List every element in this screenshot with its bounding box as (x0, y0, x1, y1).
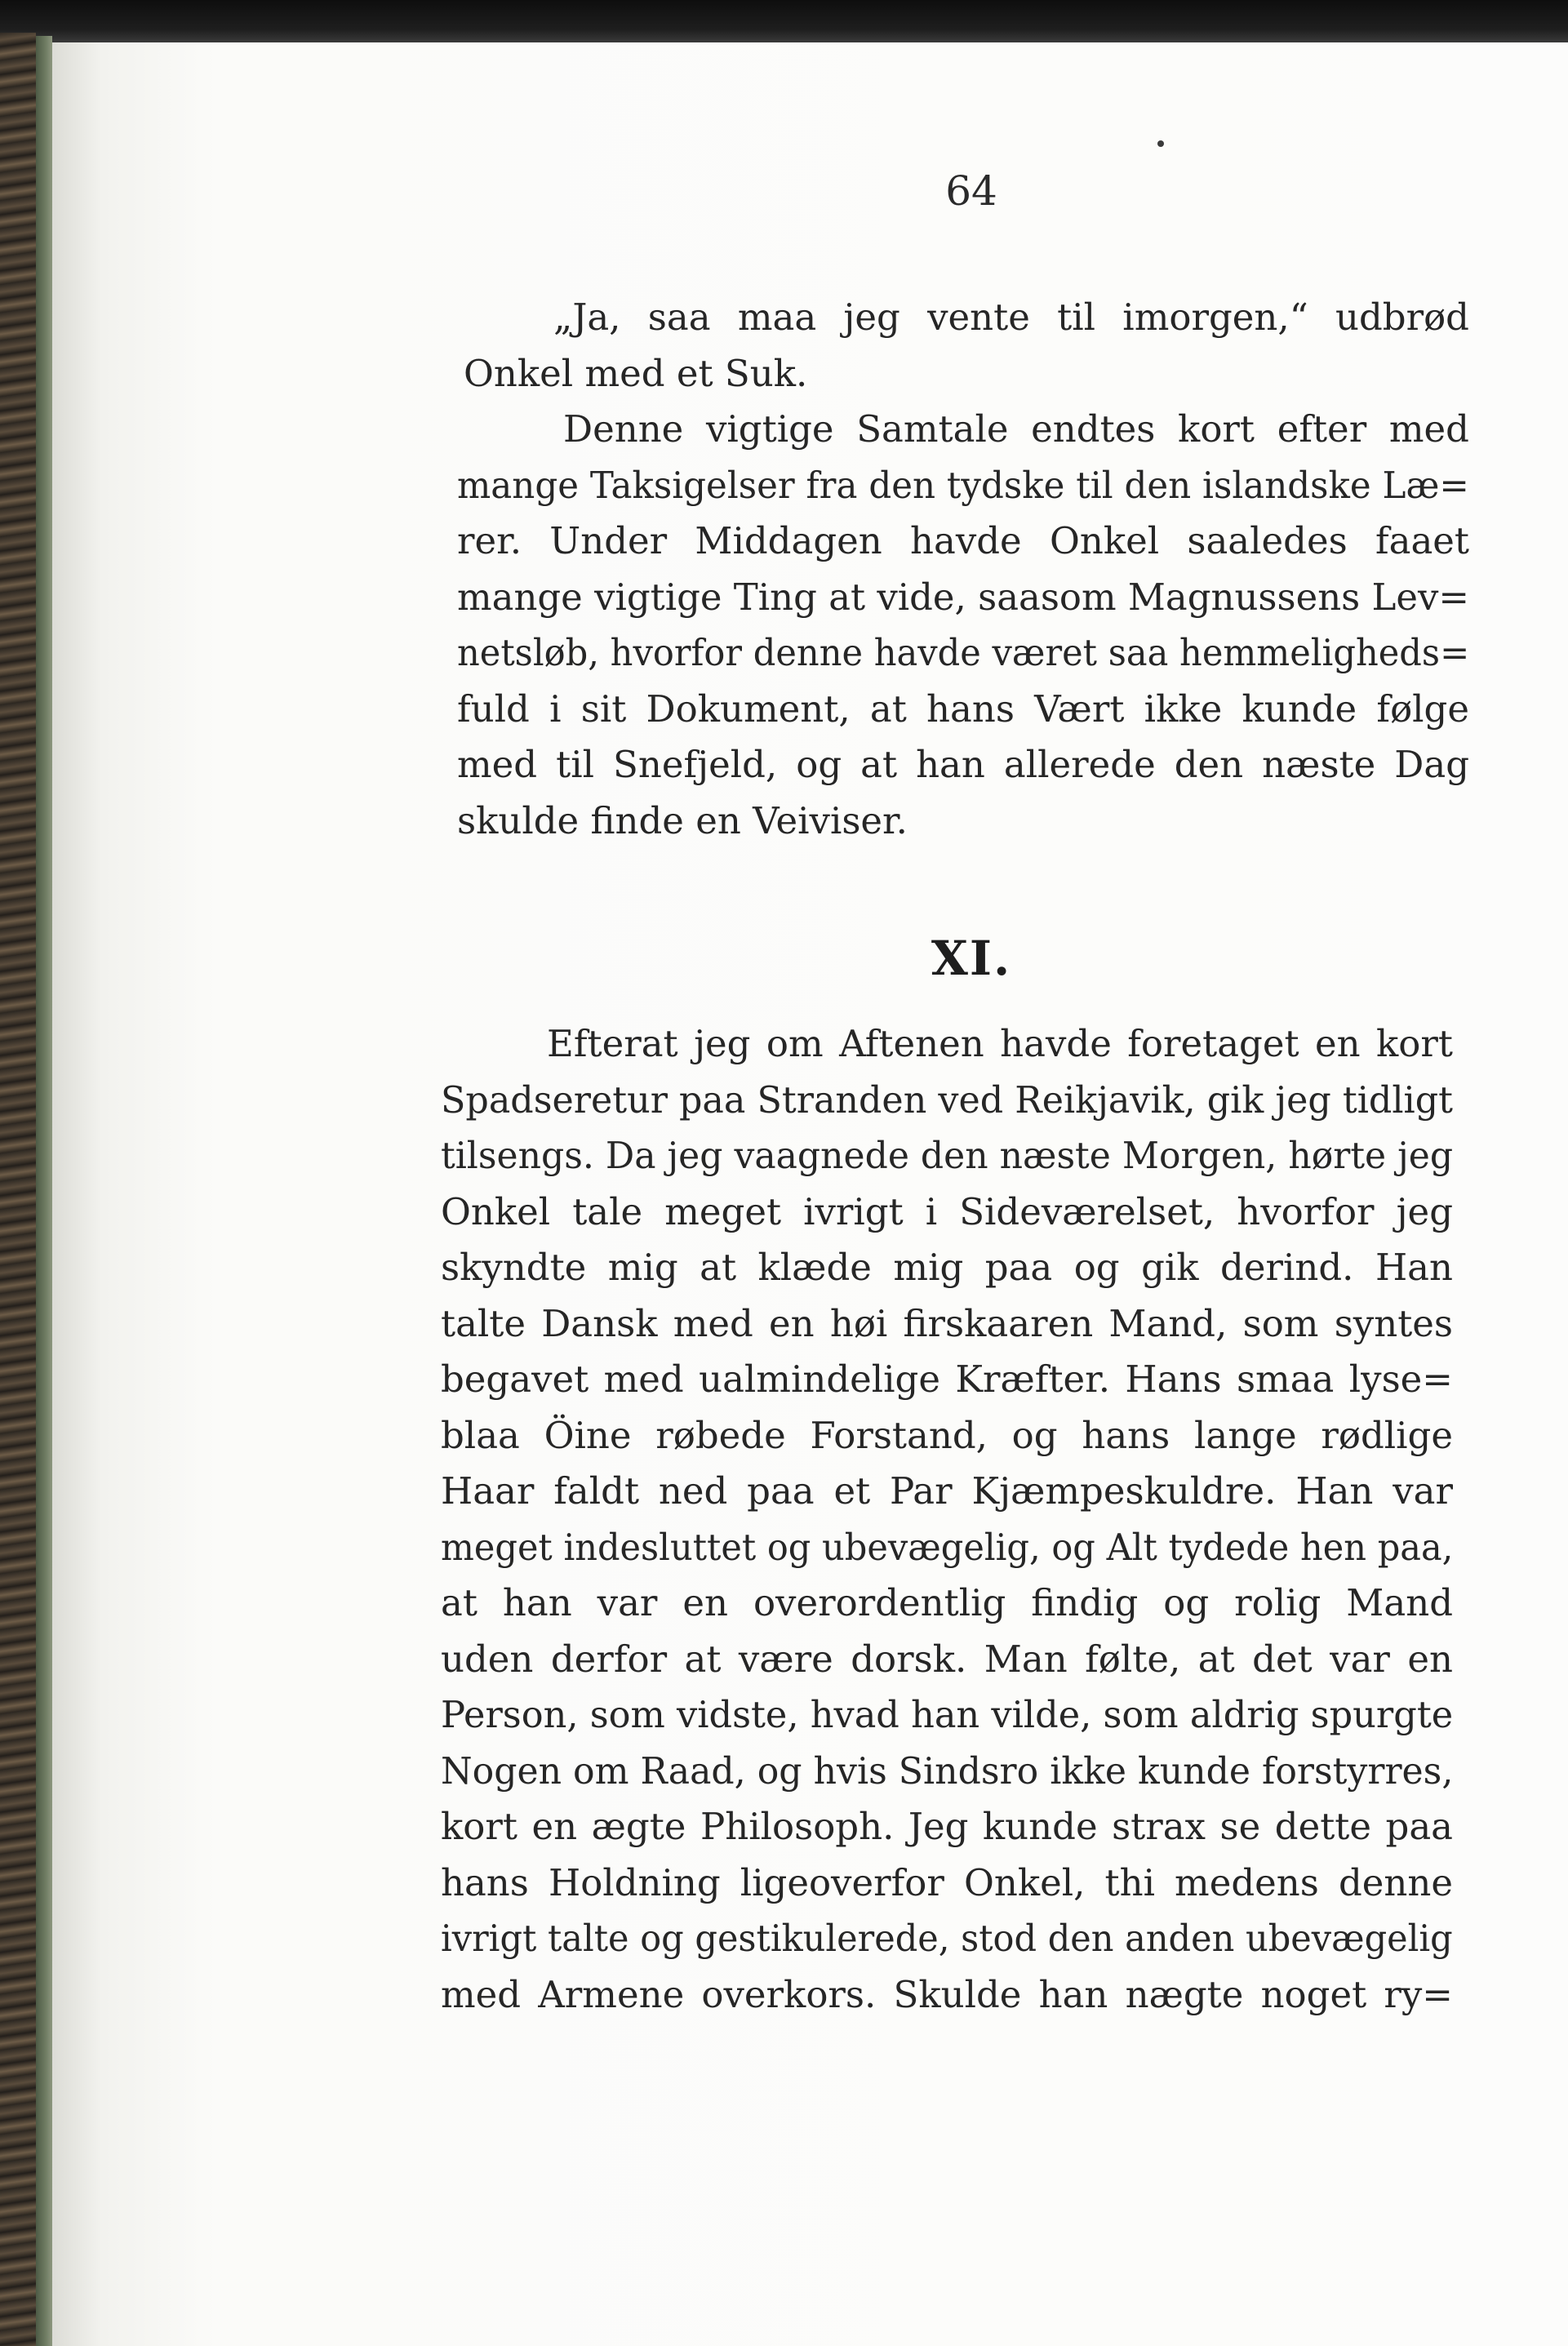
text-line: skulde finde en Veiviser. (457, 798, 908, 842)
text-line: Haar faldt ned paa et Par Kjæmpeskuldre. Han var (441, 1469, 1453, 1513)
text-line: mange vigtige Ting at vide, saasom Magnussens Lev= (457, 575, 1470, 619)
text-line: rer. Under Middagen havde Onkel saaledes faaet (457, 519, 1469, 562)
scanner-top-edge (0, 0, 1568, 42)
text-line: netsløb, hvorfor denne havde været saa hemmeligheds= (457, 631, 1470, 674)
text-line: hans Holdning ligeoverfor Onkel, thi medens denne (441, 1860, 1453, 1904)
text-line: ivrigt talte og gestikulerede, stod den anden ubevægelig (441, 1917, 1453, 1960)
marbled-cover-edge (0, 33, 36, 2346)
text-line: Efterat jeg om Aftenen havde foretaget en kort (547, 1022, 1453, 1065)
text-line: at han var en overordentlig findig og rolig Mand (441, 1581, 1453, 1624)
text-line: „Ja, saa maa jeg vente til imorgen,“ udbrød (553, 295, 1469, 339)
page-number: 64 (945, 167, 997, 215)
ink-speck (1157, 140, 1164, 147)
text-line: meget indesluttet og ubevægelig, og Alt tydede hen paa, (441, 1525, 1454, 1569)
text-line: mange Taksigelser fra den tydske til den islandske Læ= (457, 463, 1469, 507)
text-line: Person, som vidste, hvad han vilde, som aldrig spurgte (441, 1693, 1454, 1736)
text-line: Denne vigtige Samtale endtes kort efter med (563, 407, 1469, 451)
chapter-heading: XI. (931, 931, 1012, 986)
text-line: tilsengs. Da jeg vaagnede den næste Morgen, hørte jeg (441, 1134, 1454, 1177)
paragraph-3 (441, 1016, 1453, 2023)
text-line: blaa Öine røbede Forstand, og hans lange rødlige (441, 1413, 1453, 1457)
text-line: Spadseretur paa Stranden ved Reikjavik, gik jeg tidligt (441, 1077, 1453, 1122)
paragraph-2 (457, 402, 1469, 849)
text-line: talte Dansk med en høi firskaaren Mand, som syntes (441, 1301, 1453, 1345)
text-line: Onkel tale meget ivrigt i Sideværelset, hvorfor jeg (441, 1189, 1453, 1233)
book-binding (36, 36, 52, 2346)
text-line: Onkel med et Suk. (464, 351, 808, 395)
text-line: fuld i sit Dokument, at hans Vært ikke kunde følge (457, 686, 1469, 731)
text-line: skyndte mig at klæde mig paa og gik derind. Han (441, 1246, 1453, 1289)
paragraph-1 (464, 290, 1469, 402)
text-line: med Armene overkors. Skulde han nægte noget ry= (441, 1972, 1453, 2016)
text-line: kort en ægte Philosoph. Jeg kunde strax se dette paa (441, 1805, 1453, 1848)
text-line: begavet med ualmindelige Kræfter. Hans smaa lyse= (441, 1357, 1453, 1401)
text-line: uden derfor at være dorsk. Man følte, at det var en (441, 1637, 1453, 1681)
text-line: med til Snefjeld, og at han allerede den næste Dag (457, 743, 1469, 786)
text-line: Nogen om Raad, og hvis Sindsro ikke kunde forstyrres, (441, 1748, 1454, 1793)
